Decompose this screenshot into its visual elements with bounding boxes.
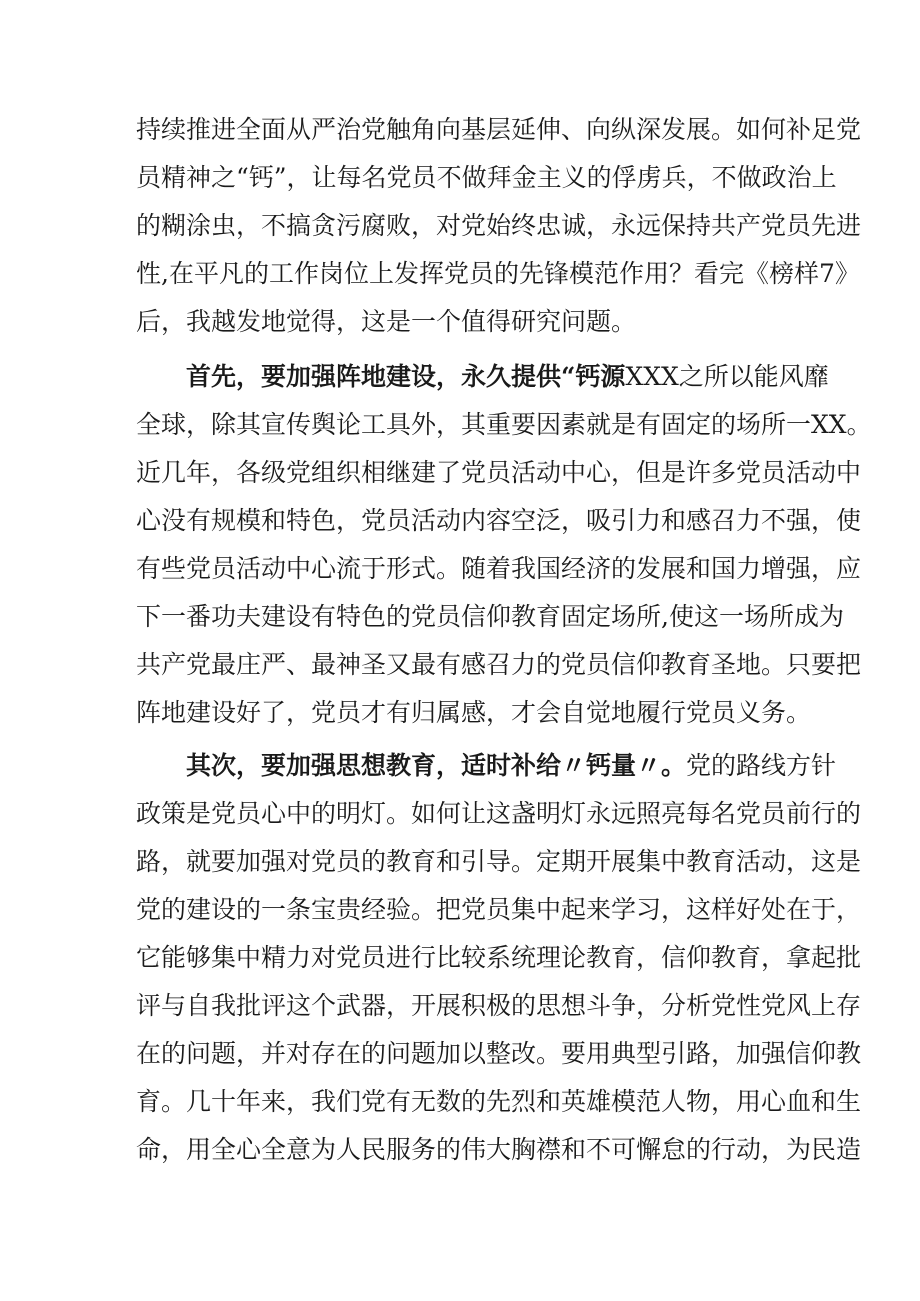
paragraph-3-line-3: 路，就要加强对党员的教育和引导。定期开展集中教育活动，这是 (136, 847, 862, 876)
paragraph-2-line-5: 有些党员活动中心流于形式。随着我国经济的发展和国力增强，应 (136, 554, 862, 583)
paragraph-1-line-5: 后，我越发地觉得，这是一个值得研究问题。 (136, 307, 637, 336)
paragraph-3-first-line-text: 党的路线方针 (686, 751, 837, 780)
paragraph-2-line-8: 阵地建设好了，党员才有归属感，才会自觉地履行党员义务。 (136, 698, 812, 727)
paragraph-3-line-5: 它能够集中精力对党员进行比较系统理论教育，信仰教育，拿起批 (136, 943, 862, 972)
paragraph-3-line-9: 命，用全心全意为人民服务的伟大胸襟和不可懈怠的行动，为民造 (136, 1135, 862, 1164)
paragraph-1-line-2: 员精神之“钙”，让每名党员不做拜金主义的俘虏兵，不做政治上 (136, 163, 837, 192)
paragraph-2-line-6: 下一番功夫建设有特色的党员信仰教育固定场所,使这一场所成为 (136, 602, 844, 631)
paragraph-3-line-8: 育。几十年来，我们党有无数的先烈和英雄模范人物，用心血和生 (136, 1087, 862, 1116)
paragraph-1-line-3: 的糊涂虫，不搞贪污腐败，对党始终忠诚，永远保持共产党员先进 (136, 211, 862, 240)
paragraph-1-line-1: 持续推进全面从严治党触角向基层延伸、向纵深发展。如何补足党 (136, 115, 862, 144)
paragraph-2-heading: 首先，要加强阵地建设，永久提供“钙源 (186, 362, 626, 391)
paragraph-2-line-3: 近几年，各级党组织相继建了党员活动中心，但是许多党员活动中 (136, 458, 862, 487)
paragraph-1-line-4: 性,在平凡的工作岗位上发挥党员的先锋模范作用？看完《榜样7》 (136, 259, 860, 288)
paragraph-3-line-7: 在的问题，并对存在的问题加以整改。要用典型引路，加强信仰教 (136, 1039, 862, 1068)
paragraph-2-line-2: 全球，除其宣传舆论工具外，其重要因素就是有固定的场所一XX。 (136, 410, 872, 439)
paragraph-2-line-7: 共产党最庄严、最神圣又最有感召力的党员信仰教育圣地。只要把 (136, 650, 862, 679)
paragraph-3-line-2: 政策是党员心中的明灯。如何让这盏明灯永远照亮每名党员前行的 (136, 799, 862, 828)
paragraph-2-line-4: 心没有规模和特色，党员活动内容空泛，吸引力和感召力不强，使 (136, 506, 862, 535)
paragraph-2-line-1 (186, 353, 829, 401)
paragraph-3-heading: 其次，要加强思想教育，适时补给〃钙量〃。 (186, 751, 687, 780)
paragraph-3-line-4: 党的建设的一条宝贵经验。把党员集中起来学习，这样好处在于， (136, 895, 862, 924)
paragraph-3-line-6: 评与自我批评这个武器，开展积极的思想斗争，分析党性党风上存 (136, 991, 862, 1020)
paragraph-2-first-line-text: XXX之所以能风靡 (625, 362, 829, 391)
paragraph-3-line-1 (186, 742, 837, 790)
